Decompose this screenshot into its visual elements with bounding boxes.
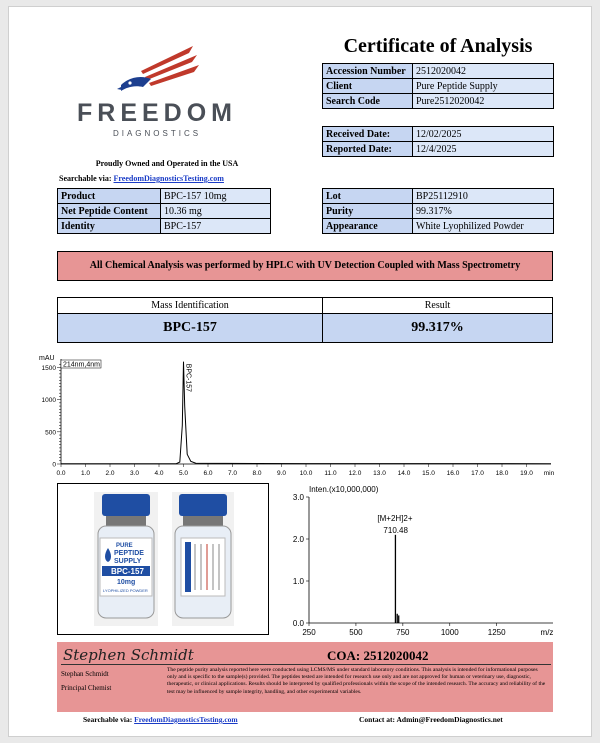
hplc-x-tick-label: 14.0	[397, 470, 411, 477]
vial-brand-line2: PEPTIDE	[114, 550, 144, 557]
hplc-y-tick-label: 1500	[41, 364, 56, 372]
ms-annotation-ion: [M+2H]2+	[377, 513, 413, 523]
ms-peaks	[395, 535, 398, 623]
product-table	[57, 188, 271, 234]
hplc-x-tick-label: 8.0	[252, 470, 262, 477]
vial-neck-right	[183, 516, 223, 526]
lot-row	[323, 204, 554, 219]
hplc-x-tick-label: 6.0	[203, 470, 213, 477]
vial-brand-line1: PURE	[116, 543, 133, 549]
hplc-x-tick-label: 11.0	[324, 470, 337, 477]
product-row	[58, 219, 271, 234]
lot-value: White Lyophilized Powder	[413, 219, 554, 234]
info-label: Accession Number	[323, 64, 413, 79]
lot-label: Purity	[323, 204, 413, 219]
ms-annotation-mz: 710.48	[383, 525, 408, 535]
product-value: BPC-157 10mg	[161, 189, 271, 204]
dates-table	[322, 126, 554, 157]
info-label: Client	[323, 79, 413, 94]
hplc-x-tick-label: 0.0	[56, 470, 66, 477]
lot-row	[323, 189, 554, 204]
result-table	[57, 297, 553, 343]
lot-value: 99.317%	[413, 204, 554, 219]
product-label: Identity	[58, 219, 161, 234]
hplc-x-tick-label: 5.0	[178, 470, 189, 477]
vial-cap-right	[179, 494, 227, 516]
product-row	[58, 189, 271, 204]
info-value: 12/4/2025	[413, 142, 554, 157]
ms-y-tick-label: 3.0	[292, 493, 304, 502]
info-value: Pure2512020042	[413, 94, 554, 109]
product-row	[58, 204, 271, 219]
info-row	[323, 79, 554, 94]
ms-axes	[293, 493, 554, 637]
info-value: 2512020042	[413, 64, 554, 79]
hplc-x-tick-label: 4.0	[154, 470, 164, 477]
ms-title: Inten.(x10,000,000)	[309, 485, 379, 494]
hplc-x-tick-label: 13.0	[373, 470, 386, 477]
searchable-line	[59, 174, 289, 183]
info-label: Received Date:	[323, 127, 413, 142]
hplc-x-tick-label: 10.0	[299, 470, 313, 477]
lot-label: Lot	[323, 189, 413, 204]
footer-panel	[57, 642, 553, 712]
hplc-x-tick-label: 7.0	[227, 470, 238, 477]
page-title: Certificate of Analysis	[343, 35, 533, 57]
lot-row	[323, 219, 554, 234]
ms-x-tick-label: 500	[349, 628, 363, 637]
info-row	[323, 142, 554, 157]
signer-role: Principal Chemist	[61, 684, 112, 692]
lot-label: Appearance	[323, 219, 413, 234]
info-value: 12/02/2025	[413, 127, 554, 142]
searchable-label: Searchable via:	[59, 174, 112, 183]
footer-searchable-link[interactable]: FreedomDiagnosticsTesting.com	[134, 715, 238, 724]
footer-searchable	[83, 715, 238, 724]
ms-x-tick-label: 1250	[487, 628, 506, 637]
disclaimer: The peptide purity analysis reported here were conducted using LCMS/MS under standard laboratory conditions. This analysis is intended for informational purposes only and is specific to the sample(s) provided. The peptides tested are intended for research use only and are not approved for human or veterinary use, diagnostic, therapeutic, or clinical applications. Results should be interpreted by qualified professionals within the scope of the intended research. The accuracy and reliability of the test may be influenced by sample integrity, handling, and other experimental variables.	[167, 667, 546, 695]
vial-neck-left	[106, 516, 146, 526]
info-row	[323, 127, 554, 142]
hplc-x-tick-label: 18.0	[495, 470, 509, 477]
hplc-x-tick-label: 3.0	[129, 470, 140, 477]
info-label: Reported Date:	[323, 142, 413, 157]
coa-line	[167, 664, 551, 665]
signature: Stephen Schmidt	[63, 646, 194, 664]
ms-x-tick-label: 250	[302, 628, 316, 637]
info-row	[323, 64, 554, 79]
hplc-x-axis	[56, 464, 554, 477]
hplc-x-tick-label: min	[543, 470, 555, 477]
brand-name: FREEDOM	[77, 99, 237, 127]
hplc-trace-line	[61, 362, 551, 464]
product-value: BPC-157	[161, 219, 271, 234]
ms-x-tick-label: 1000	[440, 628, 459, 637]
signature-line	[61, 664, 171, 665]
hplc-y-tick-label: 500	[45, 429, 56, 437]
lot-table	[322, 188, 554, 234]
hplc-y-axis	[42, 359, 61, 469]
hplc-x-tick-label: 2.0	[105, 470, 115, 477]
hplc-y-label: mAU	[39, 355, 55, 362]
hplc-y-tick-label: 1000	[41, 397, 56, 405]
result-header-result: Result	[323, 298, 552, 314]
hplc-x-tick-label: 15.0	[422, 470, 435, 477]
brand-tagline: Proudly Owned and Operated in the USA	[95, 159, 239, 168]
hplc-x-tick-label: 1.0	[80, 470, 91, 477]
accession-table	[322, 63, 554, 109]
method-banner: All Chemical Analysis was performed by HPLC with UV Detection Coupled with Mass Spectrometry	[57, 251, 553, 281]
certificate-page	[8, 6, 592, 737]
signer-name: Stephan Schmidt	[61, 670, 109, 678]
coa-number: COA: 2512020042	[327, 648, 429, 663]
ms-y-tick-label: 1.0	[292, 577, 304, 586]
vial-form: LYOPHILIZED POWDER	[103, 588, 148, 593]
footer-searchable-label: Searchable via:	[83, 715, 133, 724]
hplc-x-tick-label: 12.0	[348, 470, 362, 477]
product-label: Net Peptide Content	[58, 204, 161, 219]
result-identity-value: BPC-157	[58, 314, 323, 342]
brand-logo	[71, 43, 241, 143]
info-row	[323, 94, 554, 109]
vial-photo-frame	[57, 483, 269, 635]
result-header-mass: Mass Identification	[58, 298, 323, 314]
vial-cap-left	[102, 494, 150, 516]
hplc-chromatogram	[39, 347, 559, 477]
ms-y-tick-label: 0.0	[292, 619, 304, 628]
hplc-legend: 214nm,4nm	[63, 361, 100, 369]
ms-x-tick-label: 750	[396, 628, 410, 637]
mass-spectrum	[287, 483, 557, 643]
product-value: 10.36 mg	[161, 204, 271, 219]
brand-subname: DIAGNOSTICS	[112, 129, 202, 138]
hplc-x-tick-label: 9.0	[276, 470, 287, 477]
hplc-x-tick-label: 17.0	[471, 470, 484, 477]
footer-contact[interactable]: Contact at: Admin@FreedomDiagnostics.net	[359, 715, 503, 724]
vial-photo	[58, 484, 268, 634]
vial-product-name: BPC-157	[111, 567, 144, 576]
lot-value: BP25112910	[413, 189, 554, 204]
vial-label-stripe	[185, 542, 191, 592]
searchable-link[interactable]: FreedomDiagnosticsTesting.com	[113, 174, 224, 183]
hplc-x-tick-label: 19.0	[520, 470, 533, 477]
info-label: Search Code	[323, 94, 413, 109]
result-purity-value: 99.317%	[323, 314, 552, 342]
ms-y-tick-label: 2.0	[292, 535, 304, 544]
eagle-stripes-logo-icon	[71, 43, 241, 103]
vial-brand-line3: SUPPLY	[114, 558, 142, 565]
hplc-y-tick-label: 0	[52, 461, 56, 469]
hplc-x-tick-label: 16.0	[446, 470, 460, 477]
hplc-peak-label: BPC-157	[184, 363, 192, 393]
vial-dose: 10mg	[117, 579, 136, 586]
product-label: Product	[58, 189, 161, 204]
ms-x-tick-label: m/z	[540, 628, 554, 637]
info-value: Pure Peptide Supply	[413, 79, 554, 94]
